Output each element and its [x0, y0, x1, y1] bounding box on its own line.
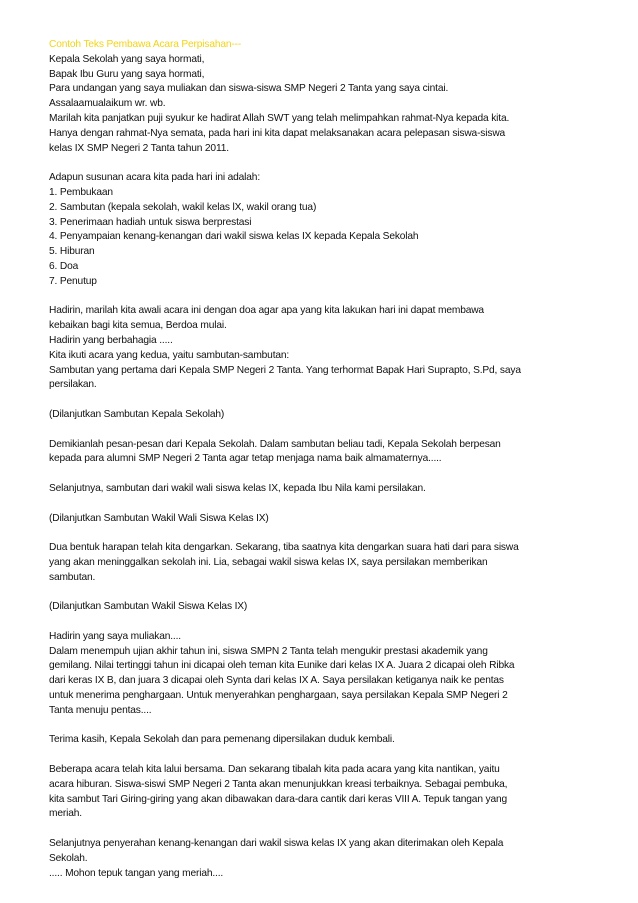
text-line: acara hiburan. Siswa-siswi SMP Negeri 2 Tanta akan menunjukkan kreasi terbaiknya. Sebagai pembuka,: [49, 778, 508, 790]
text-line: Dua bentuk harapan telah kita dengarkan. Sekarang, tiba saatnya kita dengarkan suara hati dari para siswa: [49, 542, 519, 554]
text-line: 1. Pembukaan: [49, 186, 113, 198]
paragraph-gap: [49, 748, 594, 763]
text-line: Demikianlah pesan-pesan dari Kepala Sekolah. Dalam sambutan beliau tadi, Kepala Sekolah berpesan: [49, 438, 501, 450]
text-line: Tanta menuju pentas....: [49, 704, 152, 716]
text-line: (Dilanjutkan Sambutan Wakil Wali Siswa Kelas IX): [49, 512, 269, 524]
text-line: 6. Doa: [49, 260, 79, 272]
text-line: Kepala Sekolah yang saya hormati,: [49, 53, 205, 65]
paragraph: [49, 600, 594, 615]
text-line: Adapun susunan acara kita pada hari ini adalah:: [49, 172, 261, 184]
text-line: gemilang. Nilai tertinggi tahun ini dicapai oleh teman kita Eunike dari kelas IX A. Juara 2 dicapai oleh Ribka: [49, 660, 515, 672]
text-line: Hanya dengan rahmat-Nya semata, pada hari ini kita dapat melaksanakan acara pelepasan siswa-siswa: [49, 127, 506, 139]
document-body: [49, 53, 594, 882]
paragraph: [49, 171, 594, 289]
text-line: (Dilanjutkan Sambutan Wakil Siswa Kelas IX): [49, 601, 248, 613]
text-line: Sekolah.: [49, 852, 88, 864]
paragraph: [49, 304, 594, 393]
text-line: Beberapa acara telah kita lalui bersama. Dan sekarang tibalah kita pada acara yang kita nantikan, yaitu: [49, 764, 500, 776]
paragraph: [49, 837, 594, 881]
paragraph-gap: [49, 719, 594, 734]
text-line: Marilah kita panjatkan puji syukur ke hadirat Allah SWT yang telah melimpahkan rahmat-Nya kepada kita.: [49, 112, 510, 124]
paragraph-gap: [49, 822, 594, 837]
text-line: 5. Hiburan: [49, 246, 95, 258]
text-line: Selanjutnya, sambutan dari wakil wali siswa kelas IX, kepada Ibu Nila kami persilakan.: [49, 482, 426, 494]
text-line: Dalam menempuh ujian akhir tahun ini, siswa SMPN 2 Tanta telah mengukir prestasi akademik yang: [49, 645, 488, 657]
paragraph-gap: [49, 497, 594, 512]
paragraph-gap: [49, 585, 594, 600]
text-line: Para undangan yang saya muliakan dan siswa-siswa SMP Negeri 2 Tanta yang saya cintai.: [49, 83, 449, 95]
text-line: Hadirin yang saya muliakan....: [49, 630, 181, 642]
text-line: untuk menerima penghargaan. Untuk menyerahkan penghargaan, saya persilakan Kepala SMP Negeri 2: [49, 690, 508, 702]
text-line: Selanjutnya penyerahan kenang-kenangan dari wakil siswa kelas IX yang akan diterimakan oleh Kepala: [49, 838, 504, 850]
text-line: Bapak Ibu Guru yang saya hormati,: [49, 68, 205, 80]
text-line: 7. Penutup: [49, 275, 97, 287]
text-line: dari keras IX B, dan juara 3 dicapai oleh Synta dari kelas IX A. Saya persilakan ketiganya naik ke pentas: [49, 675, 504, 687]
text-line: kelas IX SMP Negeri 2 Tanta tahun 2011.: [49, 142, 229, 154]
text-line: Hadirin yang berbahagia .....: [49, 334, 173, 346]
text-line: persilakan.: [49, 379, 97, 391]
text-line: kebaikan bagi kita semua, Berdoa mulai.: [49, 320, 227, 332]
text-line: yang akan meninggalkan sekolah ini. Lia, sebagai wakil siswa kelas IX, saya persilakan memberikan: [49, 556, 488, 568]
text-line: 2. Sambutan (kepala sekolah, wakil kelas lX, wakil orang tua): [49, 201, 317, 213]
document-page: [49, 38, 594, 881]
paragraph: [49, 482, 594, 497]
paragraph: [49, 408, 594, 423]
paragraph-gap: [49, 615, 594, 630]
text-line: Hadirin, marilah kita awali acara ini dengan doa agar apa yang kita lakukan hari ini dapat membawa: [49, 305, 484, 317]
paragraph: [49, 630, 594, 719]
text-line: sambutan.: [49, 571, 96, 583]
paragraph-gap: [49, 290, 594, 305]
paragraph-gap: [49, 423, 594, 438]
paragraph-gap: [49, 156, 594, 171]
text-line: meriah.: [49, 808, 82, 820]
paragraph: [49, 733, 594, 748]
text-line: Terima kasih, Kepala Sekolah dan para pemenang dipersilakan duduk kembali.: [49, 734, 395, 746]
text-line: kepada para alumni SMP Negeri 2 Tanta agar tetap menjaga nama baik almamaternya.....: [49, 453, 442, 465]
text-line: kita sambut Tari Giring-giring yang akan dibawakan dara-dara cantik dari keras VIII A. Tepuk tangan yang: [49, 793, 508, 805]
document-title: Contoh Teks Pembawa Acara Perpisahan---: [49, 39, 242, 50]
text-line: (Dilanjutkan Sambutan Kepala Sekolah): [49, 408, 225, 420]
text-line: Assalaamualaikum wr. wb.: [49, 98, 166, 110]
paragraph-gap: [49, 393, 594, 408]
text-line: Sambutan yang pertama dari Kepala SMP Negeri 2 Tanta. Yang terhormat Bapak Hari Suprapto, S.Pd, saya: [49, 364, 521, 376]
paragraph-gap: [49, 467, 594, 482]
paragraph: [49, 541, 594, 585]
text-line: ..... Mohon tepuk tangan yang meriah....: [49, 867, 224, 879]
paragraph: [49, 53, 594, 157]
paragraph-gap: [49, 526, 594, 541]
paragraph: [49, 763, 594, 822]
paragraph: [49, 438, 594, 468]
paragraph: [49, 512, 594, 527]
text-line: 3. Penerimaan hadiah untuk siswa berprestasi: [49, 216, 252, 228]
text-line: Kita ikuti acara yang kedua, yaitu sambutan-sambutan:: [49, 349, 290, 361]
text-line: 4. Penyampaian kenang-kenangan dari wakil siswa kelas IX kepada Kepala Sekolah: [49, 231, 419, 243]
